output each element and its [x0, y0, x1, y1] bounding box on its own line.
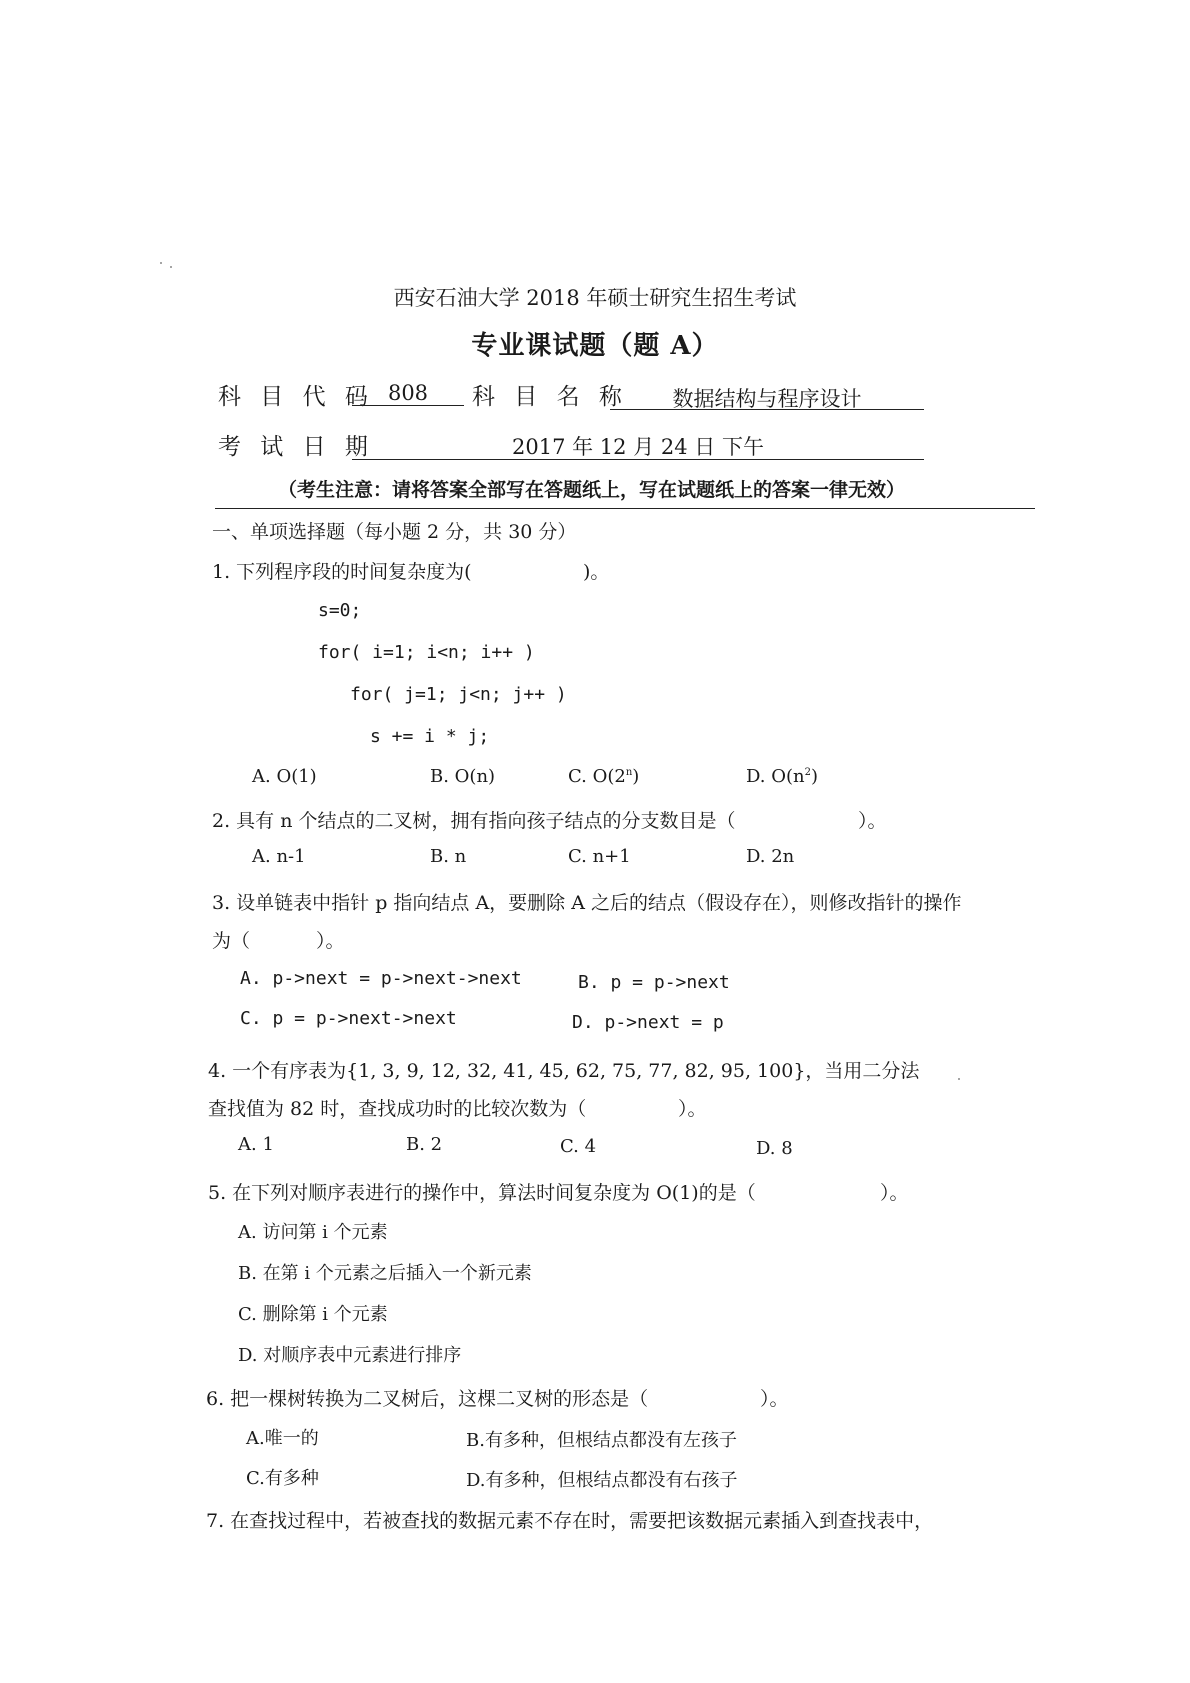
q3-option-a: A. p->next = p->next->next: [240, 968, 522, 989]
q4-option-b: B. 2: [406, 1134, 443, 1155]
q4-stem-line2-end: ）。: [678, 1098, 707, 1120]
q2-option-a: A. n-1: [252, 846, 306, 867]
q4-stem-line2-start: 查找值为 82 时，查找成功时的比较次数为（: [208, 1098, 587, 1120]
q1-code-line: for( i=1; i<n; i++ ): [318, 642, 535, 663]
university-title: 西安石油大学 2018 年硕士研究生招生考试: [393, 286, 797, 310]
q5-option-d: D. 对顺序表中元素进行排序: [238, 1345, 462, 1366]
paper-title: 专业课试题（题 A）: [471, 331, 719, 361]
subject-code-underline: [352, 405, 464, 406]
q5-option-a: A. 访问第 i 个元素: [238, 1222, 388, 1243]
q3-option-b: B. p = p->next: [578, 972, 730, 993]
q1-stem-start: 1. 下列程序段的时间复杂度为(: [212, 561, 472, 583]
exam-date-value: 2017 年 12 月 24 日 下午: [512, 435, 764, 459]
subject-code-value: 808: [387, 381, 429, 405]
q1-code-line: for( j=1; j<n; j++ ): [350, 684, 567, 705]
q5-stem-start: 5. 在下列对顺序表进行的操作中，算法时间复杂度为 O(1)的是（: [208, 1182, 756, 1204]
scan-speck: [958, 1078, 960, 1080]
q6-option-a: A.唯一的: [246, 1428, 319, 1449]
exam-date-label: 考 试 日 期: [218, 434, 374, 460]
q1-option-c: C. O(2$^n$): [568, 766, 640, 787]
q2-stem-start: 2. 具有 n 个结点的二叉树，拥有指向孩子结点的分支数目是（: [212, 810, 736, 832]
q1-stem-end: )。: [583, 561, 610, 583]
q3-stem-line1: 3. 设单链表中指针 p 指向结点 A，要删除 A 之后的结点（假设存在），则修改指针的操作: [212, 892, 962, 914]
q5-option-b: B. 在第 i 个元素之后插入一个新元素: [238, 1263, 532, 1284]
q6-option-c: C.有多种: [246, 1468, 319, 1489]
q5-stem-end: ）。: [880, 1182, 909, 1204]
q5-option-c: C. 删除第 i 个元素: [238, 1304, 388, 1325]
scan-speck: [170, 266, 172, 268]
q1-option-d: D. $O(n^2)$: [746, 766, 819, 787]
q1-code-line: s += i * j;: [370, 726, 490, 747]
q1-option-b: B. O(n): [430, 766, 496, 787]
q4-option-d: D. 8: [756, 1138, 793, 1159]
scan-speck: [160, 262, 162, 264]
q1-code-line: s=0;: [318, 600, 362, 621]
q2-option-c: C. n+1: [568, 846, 631, 867]
q6-option-d: D.有多种，但根结点都没有右孩子: [466, 1470, 738, 1491]
q4-option-c: C. 4: [560, 1136, 597, 1157]
q6-stem-end: ）。: [760, 1388, 789, 1410]
subject-code-label: 科 目 代 码: [218, 384, 374, 410]
subject-name-value: 数据结构与程序设计: [672, 387, 862, 411]
q1-option-a: A. O(1): [252, 766, 317, 787]
section-title: 一、单项选择题（每小题 2 分，共 30 分）: [212, 521, 577, 543]
q6-stem-start: 6. 把一棵树转换为二叉树后，这棵二叉树的形态是（: [206, 1388, 649, 1410]
q3-option-d: D. p->next = p: [572, 1012, 724, 1033]
q3-stem-line2-end: ）。: [316, 930, 345, 952]
q2-stem-end: ）。: [858, 810, 887, 832]
q6-option-b: B.有多种，但根结点都没有左孩子: [466, 1430, 737, 1451]
q3-option-c: C. p = p->next->next: [240, 1008, 457, 1029]
q4-stem-line1: 4. 一个有序表为{1, 3, 9, 12, 32, 41, 45, 62, 75, 77, 82, 95, 100}，当用二分法: [208, 1060, 920, 1082]
q2-option-b: B. n: [430, 846, 467, 867]
q3-stem-line2-start: 为（: [212, 930, 251, 952]
exam-notice: （考生注意：请将答案全部写在答题纸上，写在试题纸上的答案一律无效）: [278, 479, 906, 501]
q2-option-d: D. 2n: [746, 846, 795, 867]
q4-option-a: A. 1: [238, 1134, 274, 1155]
notice-rule: [215, 508, 1035, 509]
subject-name-label: 科 目 名 称: [472, 384, 628, 410]
q7-stem-line1: 7. 在查找过程中，若被查找的数据元素不存在时，需要把该数据元素插入到查找表中，: [206, 1510, 934, 1532]
